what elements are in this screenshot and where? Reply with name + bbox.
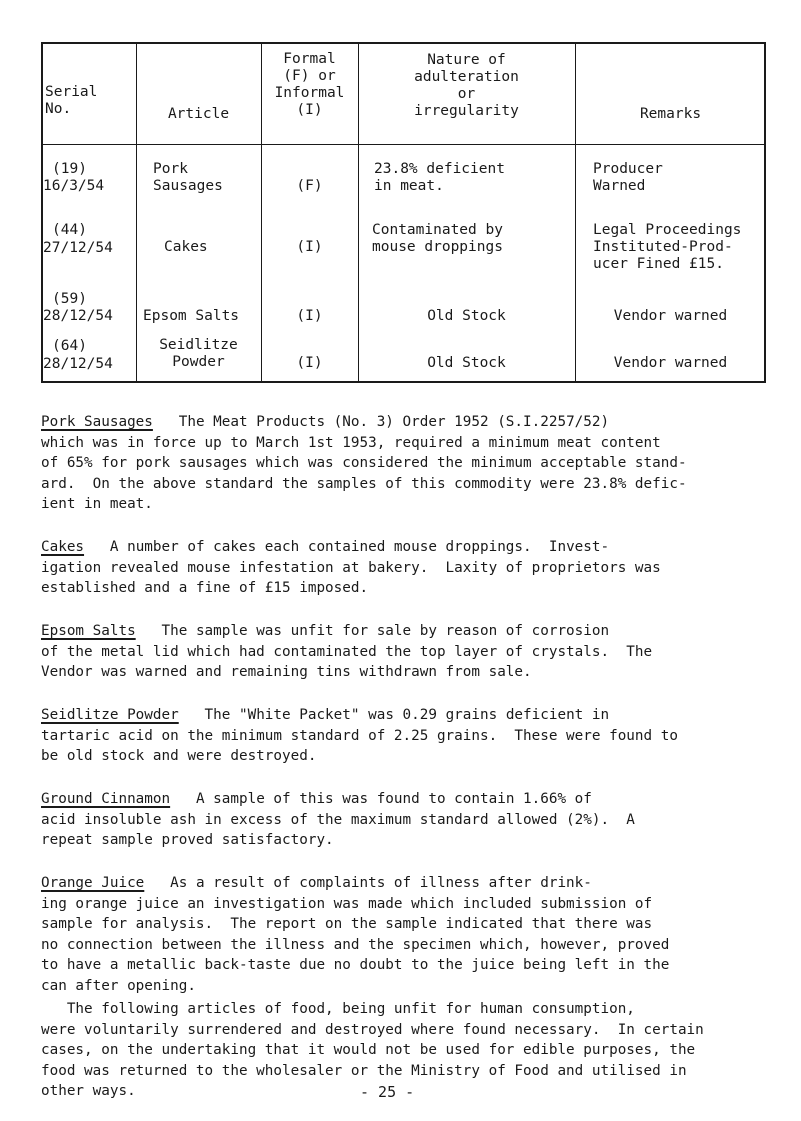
paragraph-line: of 65% for pork sausages which was considered the minimum acceptable stand- [41,455,687,471]
paragraph-pork-sausages [41,412,776,515]
article-name: Seidlitze Powder [159,337,238,370]
paragraph-heading: Pork Sausages [41,414,153,430]
adulteration-table [41,42,766,383]
sample-date: 27/12/54 [43,240,113,256]
nature-text: Old Stock [427,355,506,371]
remarks-text: Vendor warned [613,308,728,324]
paragraph-line: which was in force up to March 1st 1953, required a minimum meat content [41,434,661,451]
header-remarks: Remarks [639,106,702,122]
paragraph-line: As a result of complaints of illness after drink- [144,875,592,891]
paragraph-line: The Meat Products (No. 3) Order 1952 (S.I.2257/52) [152,414,610,430]
header-article: Article [167,106,230,122]
paragraph-line: repeat sample proved satisfactory. [41,832,334,848]
nature-text: Contaminated by mouse droppings [372,222,503,255]
paragraph-seidlitze-powder [41,705,776,767]
article-name: Pork Sausages [153,161,223,194]
paragraph-line: The sample was unfit for sale by reason of corrosion [135,623,610,639]
paragraph-line: sample for analysis. The report on the sample indicated that there was [41,916,653,932]
paragraph-line: to have a metallic back-taste due no doubt to the juice being left in the [41,957,670,973]
header-nature: Nature of adulteration or irregularity [414,52,519,119]
sample-date: 28/12/54 [43,308,113,324]
paragraph-line: other ways. [41,1083,136,1099]
header-formal: Formal (F) or Informal (I) [274,51,345,118]
paragraph-line: A number of cakes each contained mouse droppings. Invest- [84,539,610,555]
serial-number: (44) [52,222,87,238]
serial-number: (64) [52,338,87,354]
page-number: - 25 - [360,1083,415,1101]
nature-text: Old Stock [427,308,506,324]
paragraph-line: ard. On the above standard the samples of this commodity were 23.8% defic- [41,475,687,492]
paragraph-epsom-salts [41,621,776,683]
paragraph-line: of the metal lid which had contaminated the top layer of crystals. The [41,643,653,660]
paragraph-line: A sample of this was found to contain 1.66% of [170,791,592,807]
paragraph-line: can after opening. [41,977,196,994]
paragraph-line: ing orange juice an investigation was made which included submission of [41,895,653,912]
serial-number: (59) [52,291,87,307]
remarks-text: Vendor warned [613,355,728,371]
article-name: Epsom Salts [143,308,240,324]
sample-date: 28/12/54 [43,356,113,372]
formal-type: (I) [296,308,323,324]
remarks-text: Producer Warned [593,161,663,194]
column-divider [575,44,576,381]
paragraph-line: The following articles of food, being unfit for human consumption, [41,1001,635,1017]
paragraph-line: cases, on the undertaking that it would not be used for edible purposes, the [41,1042,696,1058]
paragraph-heading: Orange Juice [41,875,145,891]
paragraph-line: Vendor was warned and remaining tins withdrawn from sale. [41,664,532,680]
paragraph-line: food was returned to the wholesaler or the Ministry of Food and utilised in [41,1062,687,1079]
paragraph-orange-juice [41,873,776,996]
paragraph-line: tartaric acid on the minimum standard of 2.25 grains. These were found to [41,727,678,744]
paragraph-line: were voluntarily surrendered and destroyed where found necessary. In certain [41,1021,704,1038]
formal-type: (F) [296,178,323,194]
header-serial: Serial No. [45,84,98,117]
paragraph-cakes [41,537,776,599]
paragraph-heading: Cakes [41,539,85,555]
paragraph-line: no connection between the illness and the specimen which, however, proved [41,936,670,953]
article-name: Cakes [164,239,208,255]
formal-type: (I) [296,355,323,371]
paragraph-line: ient in meat. [41,496,153,512]
paragraph-heading: Seidlitze Powder [41,707,179,723]
formal-type: (I) [296,239,323,255]
paragraph-line: acid insoluble ash in excess of the maximum standard allowed (2%). A [41,811,635,828]
column-divider [136,44,137,381]
paragraph-line: be old stock and were destroyed. [41,748,317,764]
paragraph-line: established and a fine of £15 imposed. [41,580,369,596]
paragraph-heading: Ground Cinnamon [41,791,171,807]
header-divider [43,144,764,145]
nature-text: 23.8% deficient in meat. [374,161,505,194]
paragraph-ground-cinnamon [41,789,776,851]
paragraph-heading: Epsom Salts [41,623,136,639]
paragraph-line: igation revealed mouse infestation at bakery. Laxity of proprietors was [41,559,661,576]
sample-date: 16/3/54 [43,178,105,194]
remarks-text: Legal Proceedings Instituted-Prod- ucer Fined £15. [593,222,742,272]
paragraph-line: The "White Packet" was 0.29 grains deficient in [178,707,610,723]
serial-number: (19) [52,161,87,177]
